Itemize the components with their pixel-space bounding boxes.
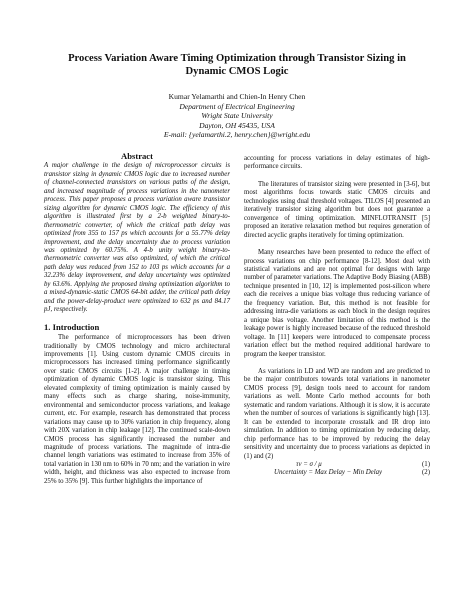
equation-2-body: Uncertainty = Max Delay − Min Delay (274, 469, 383, 477)
title-line-1: Process Variation Aware Timing Optimization through Transistor Sizing in (68, 53, 406, 64)
right-column (244, 155, 430, 478)
department: Department of Electrical Engineering (179, 101, 295, 111)
author-names: Kumar Yelamarthi and Chien-In Henry Chen (168, 92, 306, 101)
title-line-2: Dynamic CMOS Logic (185, 66, 289, 77)
paragraph-continuation: accounting for process variations in delay estimates of high-performance circuits. (244, 155, 430, 171)
introduction-heading: 1. Introduction (44, 321, 100, 332)
paragraph-process-variations: Many researches have been presented to reduce the effect of process variations on chip performance [8-12]. Most deal with statistical variations and are not optimal for designs with large number of parameter variations. The Adaptive Body Biasing (ABB) technique presented in [10, 12] is implemented post-silicon where each die receives a unique bias voltage thus reducing variance of the frequency variation. But, this method is not feasible for addressing intra-die variations as each block in the design requires a unique bias voltage. Another limitation of this method is the leakage power is highly increased because of the reduced threshold voltage. In [11] keepers were introduced to compensate process variation effect but the method required additional hardware to program the keeper transistor. (244, 249, 430, 358)
email: E-mail: {yelamarthi.2, henry.chen}@wright.edu (163, 130, 311, 140)
equation-2-number: (2) (422, 469, 430, 477)
equation-1 (244, 461, 430, 469)
paragraph-monte-carlo: As variations in LD and WD are random and are predicted to be the major contributors towards total variations in nanometer CMOS process [9], design tools need to account for random variations as well. Monte Carlo method accounts for both systematic and random variations. Although it is slow, it is accurate when the number of sources of variations is significantly high [13]. It can be extended to incorporate crosstalk and IR drop into simulation. In addition to timing optimization by reducing delay, chip performance has to be improved by reducing the delay sensitivity and uncertainty due to process variations as depicted in (1) and (2) (244, 367, 430, 460)
left-column (44, 152, 230, 486)
equation-2 (244, 469, 430, 477)
equation-1-body: τv = σ / μ (296, 460, 322, 468)
paper-title (40, 52, 434, 78)
abstract-heading: Abstract (121, 151, 153, 161)
paragraph-transistor-sizing: The literatures of transistor sizing were presented in [3-6], but most algorithms focus towards static CMOS circuits and technologies using dual threshold voltages. TILOS [4] presented an iteratively transistor sizing algorithm but does not guarantee a convergence of timing optimization. MINFLOTRANSIT [5] proposed an iterative relaxation method but requires generation of directed acyclic graphs iteratively for timing optimization. (244, 180, 430, 239)
university: Wright State University (201, 111, 273, 121)
abstract-text: A major challenge in the design of microprocessor circuits is transistor sizing in dynamic CMOS logic due to increased number of channel-connected transistors on various paths of the design, and increased magnitude of process variations in the nanometer process. This paper proposes a process variation aware transistor sizing algorithm for dynamic CMOS logic. The efficiency of this algorithm is illustrated first by a 2-b weighted binary-to-thermometric converter, of which the critical path delay was optimized from 355 to 157 ps which accounts for a 55.77% delay improvement, and the delay uncertainty due to process variation was optimized by 60.75%. A 4-b unity weight binary-to-thermometric converter was also optimized, of which the critical path delay was reduced from 152 to 103 ps which accounts for a 32.23% delay improvement, and delay uncertainty was optimized by 63.6%. Applying the proposed timing optimization algorithm to a mixed-dynamic-static CMOS 64-bit adder, the critical path delay and the power-delay-product were optimized to 632 ps and 84.17 pJ, respectively. (44, 162, 230, 314)
author-block (40, 92, 434, 140)
introduction-text: The performance of microprocessors has been driven traditionally by CMOS technology and micro architectural improvements [1]. Using custom dynamic CMOS circuits in microprocessors has increased timing performance significantly over static CMOS circuits [1-2]. A major challenge in timing optimization of dynamic CMOS logic is transistor sizing. This elevated complexity of timing optimization is mainly caused by many effects such as charge sharing, noise-immunity, environmental and semiconductor process variations, and leakage current, etc. For example, research has demonstrated that process variations may cause up to 30% variation in chip frequency, along with 20X variation in chip leakage [12]. The continued scale-down CMOS process has significantly increased the number and magnitude of process variations. The magnitude of intra-die channel length variations was estimated to increase from 35% of total variation in 130 nm to 60% in 70 nm; and the variation in wire width, height, and thickness was also expected to increase from 25% to 35% [9]. This further highlights the importance of (44, 334, 230, 485)
equation-1-number: (1) (422, 460, 430, 468)
city: Dayton, OH 45435, USA (199, 120, 275, 130)
